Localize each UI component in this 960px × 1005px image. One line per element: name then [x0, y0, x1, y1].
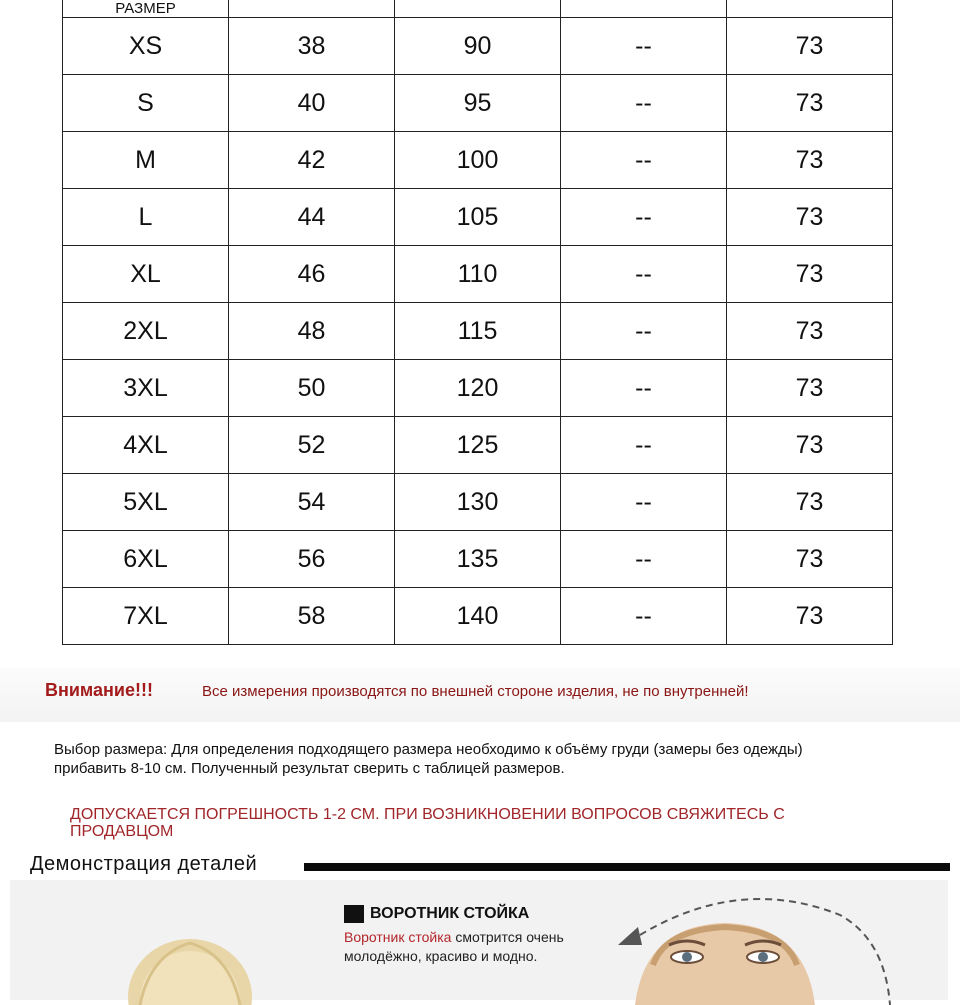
table-cell: 58	[229, 588, 395, 645]
table-cell: 135	[395, 531, 561, 588]
table-cell: 110	[395, 246, 561, 303]
table-cell: XL	[63, 246, 229, 303]
section-divider	[304, 863, 950, 871]
table-row	[63, 588, 893, 645]
feature-highlight: Воротник стойка	[344, 929, 452, 945]
table-cell: 115	[395, 303, 561, 360]
size-table-header	[63, 0, 893, 18]
table-cell: 50	[229, 360, 395, 417]
table-cell: 73	[727, 417, 893, 474]
tolerance-notice: ДОПУСКАЕТСЯ ПОГРЕШНОСТЬ 1-2 СМ. ПРИ ВОЗНИКНОВЕНИИ ВОПРОСОВ СВЯЖИТЕСЬ С ПРОДАВЦОМ	[70, 806, 785, 840]
header-cell	[395, 0, 561, 18]
table-cell: 125	[395, 417, 561, 474]
table-cell: 73	[727, 246, 893, 303]
square-bullet-icon	[344, 905, 364, 923]
table-cell: 38	[229, 18, 395, 75]
table-row	[63, 246, 893, 303]
header-cell: РАЗМЕР	[63, 0, 229, 18]
table-row	[63, 75, 893, 132]
feature-title-text: ВОРОТНИК СТОЙКА	[370, 905, 530, 922]
table-cell: 4XL	[63, 417, 229, 474]
table-row	[63, 132, 893, 189]
table-cell: --	[561, 417, 727, 474]
table-cell: 73	[727, 474, 893, 531]
table-cell: 73	[727, 588, 893, 645]
table-cell: --	[561, 189, 727, 246]
table-row	[63, 189, 893, 246]
table-cell: --	[561, 75, 727, 132]
table-cell: 48	[229, 303, 395, 360]
table-cell: --	[561, 588, 727, 645]
table-cell: 73	[727, 189, 893, 246]
callout-arrow	[600, 895, 900, 1005]
table-cell: 73	[727, 360, 893, 417]
table-row	[63, 360, 893, 417]
table-cell: 6XL	[63, 531, 229, 588]
table-cell: 56	[229, 531, 395, 588]
feature-desc-line2: молодёжно, красиво и модно.	[344, 948, 538, 964]
table-cell: 54	[229, 474, 395, 531]
table-cell: 73	[727, 75, 893, 132]
model-photo-left	[110, 935, 270, 1005]
table-cell: 73	[727, 303, 893, 360]
details-section-title: Демонстрация деталей	[30, 853, 258, 875]
table-cell: 73	[727, 18, 893, 75]
table-cell: 2XL	[63, 303, 229, 360]
table-cell: 73	[727, 132, 893, 189]
table-cell: M	[63, 132, 229, 189]
table-cell: S	[63, 75, 229, 132]
table-cell: --	[561, 531, 727, 588]
table-cell: 42	[229, 132, 395, 189]
table-cell: 44	[229, 189, 395, 246]
table-cell: --	[561, 474, 727, 531]
table-cell: 130	[395, 474, 561, 531]
warning-title: Внимание!!!	[45, 680, 153, 700]
table-cell: 46	[229, 246, 395, 303]
header-cell	[727, 0, 893, 18]
table-cell: L	[63, 189, 229, 246]
table-cell: 105	[395, 189, 561, 246]
table-cell: XS	[63, 18, 229, 75]
table-cell: 120	[395, 360, 561, 417]
table-cell: 95	[395, 75, 561, 132]
table-cell: 5XL	[63, 474, 229, 531]
table-cell: 90	[395, 18, 561, 75]
table-row	[63, 18, 893, 75]
size-choice-instructions: Выбор размера: Для определения подходящего размера необходимо к объёму груди (замеры без одежды) прибавить 8-10 см. Полученный результат сверить с таблицей размеров.	[54, 741, 803, 777]
table-row	[63, 417, 893, 474]
feature-title	[344, 905, 529, 923]
table-cell: --	[561, 246, 727, 303]
table-cell: 40	[229, 75, 395, 132]
table-cell: 3XL	[63, 360, 229, 417]
table-cell: --	[561, 303, 727, 360]
header-cell	[561, 0, 727, 18]
table-cell: 73	[727, 531, 893, 588]
header-cell	[229, 0, 395, 18]
size-table	[62, 0, 893, 645]
warning-text: Все измерения производятся по внешней стороне изделия, не по внутренней!	[202, 683, 749, 700]
table-cell: 140	[395, 588, 561, 645]
table-cell: 52	[229, 417, 395, 474]
table-cell: 100	[395, 132, 561, 189]
table-row	[63, 531, 893, 588]
table-row	[63, 474, 893, 531]
table-cell: --	[561, 360, 727, 417]
table-cell: 7XL	[63, 588, 229, 645]
feature-desc-line1: смотрится очень	[451, 929, 564, 945]
table-cell: --	[561, 18, 727, 75]
table-cell: --	[561, 132, 727, 189]
feature-description	[344, 928, 624, 966]
table-row	[63, 303, 893, 360]
